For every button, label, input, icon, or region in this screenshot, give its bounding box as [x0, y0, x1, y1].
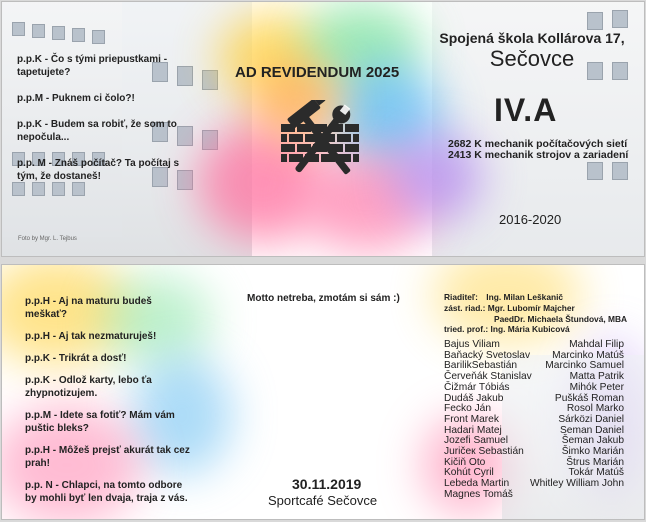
joke-item: p.p.H - Môžeš prejsť akurát tak cez prah! — [25, 445, 190, 469]
event-title: AD REVIDENDUM 2025 — [235, 64, 400, 81]
teacher-label: tried. prof.: — [444, 324, 489, 335]
joke-item: p.p.M - Puknem ci čolo?! — [17, 93, 135, 104]
student-name: Magnes Tomáš — [444, 488, 513, 500]
programs — [448, 139, 628, 161]
joke-item: p.p.M - Idete sa fotiť? Mám vám puštic bleks? — [25, 410, 175, 434]
joke-item: p.p.H - Aj tak nezmaturuješ! — [25, 331, 157, 342]
joke-item: p.p.K - Odlož karty, lebo ťa zhypnotizujem. — [25, 375, 152, 399]
director-name: Ing. Milan Leškanič — [486, 292, 564, 302]
student-name: Matta Patrik — [569, 371, 624, 383]
joke-item: p.p.K - Trikrát a dosť! — [25, 353, 127, 364]
motto: Motto netreba, zmotám si sám :) — [247, 293, 400, 304]
student-name: Marcinko Matúš — [552, 349, 624, 361]
student-name: Mihók Peter — [569, 381, 624, 393]
student-name: BarilikSebastián — [444, 360, 518, 372]
student-name: Čižmár Tóbiás — [444, 381, 510, 393]
student-name: Hadari Matej — [444, 424, 502, 436]
student-name: Puškáš Roman — [554, 392, 624, 404]
director-label: Riaditeľ: — [444, 292, 478, 302]
years: 2016-2020 — [499, 212, 562, 227]
joke-list-back — [25, 295, 195, 505]
teacher-name: Ing. Mária Kubicová — [490, 324, 570, 335]
joke-list-front — [17, 53, 192, 183]
student-name: Kičiň Oto — [444, 456, 486, 468]
student-name: Seman Daniel — [560, 424, 624, 436]
joke-item: p.p.K - Budem sa robiť, že som to nepočula... — [17, 119, 177, 143]
school-name-line2: Sečovce — [489, 46, 575, 71]
student-name: Štrus Marián — [566, 456, 624, 468]
staff-block — [444, 292, 644, 335]
student-name: Kohút Cyril — [444, 467, 494, 479]
student-list-right — [522, 340, 624, 490]
student-name: Marcinko Samuel — [545, 360, 624, 372]
student-name: Sárközi Daniel — [558, 413, 624, 425]
program-item: 2413 K mechanik strojov a zariadení — [448, 149, 629, 161]
photo-credit: Foto by Mgr. L. Tejbus — [18, 236, 77, 242]
student-name: Whitley William John — [530, 478, 624, 490]
student-name: Tokár Matúš — [568, 467, 624, 479]
class-name: IV.A — [494, 92, 558, 128]
deputy-label: zást. riad.: — [444, 302, 486, 313]
deputy-name-1: Mgr. Lubomír Majcher — [487, 302, 575, 313]
school-name-line1: Spojená škola Kollárova 17, — [439, 30, 625, 46]
student-name: Front Marek — [444, 413, 499, 425]
program-item: 2682 K mechanik počítačových sietí — [448, 138, 628, 150]
joke-item: p.p.H - Aj na maturu budeš meškať? — [25, 296, 152, 320]
student-name: Jozefi Samuel — [444, 435, 508, 447]
student-name: Šeman Jakub — [561, 435, 624, 447]
invitation-back — [1, 264, 645, 520]
student-name: Dudáš Jakub — [444, 392, 504, 404]
event-venue: Sportcafé Sečovce — [268, 493, 378, 508]
student-name: Lebeda Martin — [444, 478, 510, 490]
joke-item: p.p. N - Chlapci, na tomto odbore by mohli byť len dvaja, traja z vás. — [25, 480, 188, 504]
student-name: Bajus Viliam — [444, 339, 500, 350]
student-name: Červeňák Stanislav — [444, 371, 532, 383]
event-date: 30.11.2019 — [292, 476, 362, 492]
student-name: Rosol Marko — [566, 403, 624, 415]
student-name: Fecko Ján — [444, 403, 491, 415]
invitation-front — [1, 1, 645, 257]
student-name: Šimko Marián — [561, 446, 624, 458]
joke-item: p.p.K - Čo s tými priepustkami - tapetujete? — [17, 54, 168, 78]
brick-tools-icon — [267, 100, 377, 182]
student-name: Juričeк Sebastián — [444, 446, 524, 458]
joke-item: p.p. M - Znáš počítač? Ta počítaj s tým, že dostaneš! — [17, 158, 180, 182]
student-name: Mahdal Filip — [569, 339, 624, 350]
deputy-name-2: PaedDr. Michaela Štundová, MBA — [494, 313, 628, 324]
student-name: Baňacký Svetoslav — [444, 349, 531, 361]
